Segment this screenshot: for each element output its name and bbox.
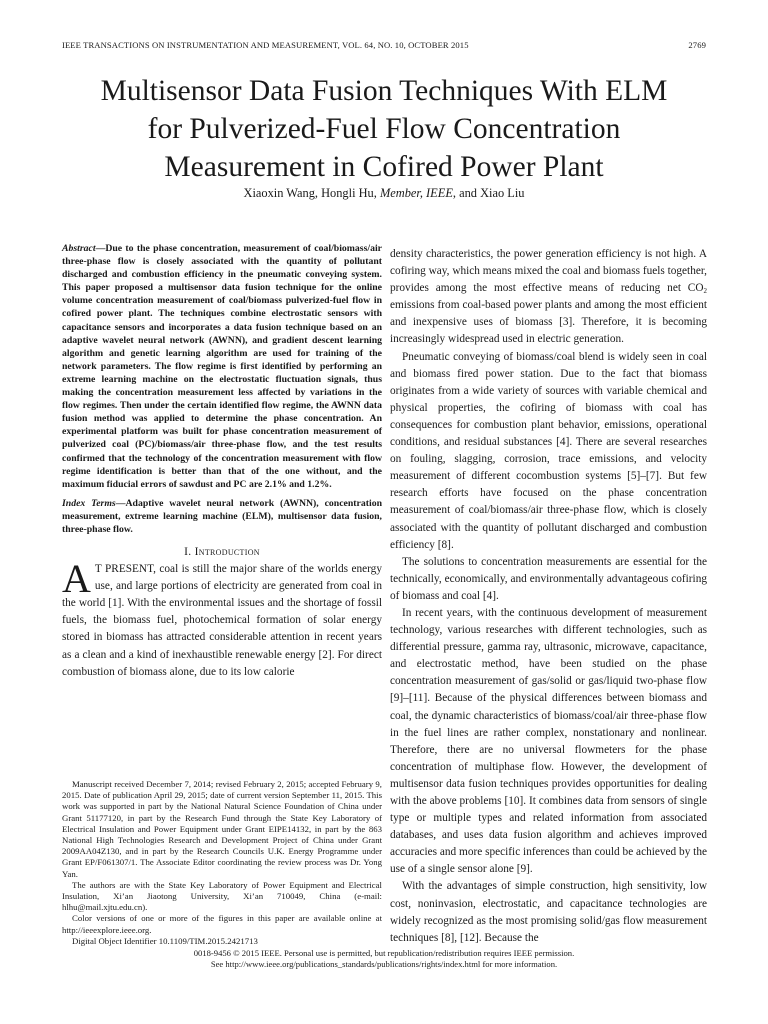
paragraph-text: emissions from coal-based power plants and among the most efficient and inexpensive uses of biomass [3]. Therefore, it is becoming increasingly widespread used in electric generation. xyxy=(390,299,707,346)
author-names: Xiaoxin Wang, Hongli Hu, xyxy=(243,186,380,200)
abstract-text: Due to the phase concentration, measurement of coal/biomass/air three-phase flow is closely associated with the quantity of pollutant discharged and combustion efficiency in the pneumatic conveying system. This paper proposed a multisensor data fusion technique for the online volume concentration measurement of coal/biomass pulverized-fuel flow in cofired power plant. The techniques combine electrostatic sensors with capacitance sensors and incorporates a data fusion technique based on an adaptive wavelet neural network (AWNN), and gradient descent learning algorithm and genetic learning algorithm are used for training of the network parameters. The flow regime is first identified by performing an extreme learning machine on the electrostatic fluctuation signals, thus making the concentration measurement less affected by variations in the flow regimes. Then under the certain identified flow regime, the AWNN data fusion method was applied to determine the phase concentration. An experimental platform was built for phase concentration measurement of pulverized coal (PC)/biomass/air three-phase flow, and the test results confirmed that the technology of the concentration measurement with flow regime identification is better than that of the one without, and the maximum fiducial errors of sawdust and PC are 2.1% and 1.2%. xyxy=(62,243,382,490)
footnote: Color versions of one or more of the figures in this paper are available online at http://ieeexplore.ieee.org. xyxy=(62,913,382,935)
paragraph xyxy=(62,556,382,681)
author-membership: Member, IEEE xyxy=(379,186,453,200)
paragraph: The solutions to concentration measurements are essential for the technically, economically, and environmentally advantageous cofiring of biomass and coal [4]. xyxy=(390,555,707,602)
right-column xyxy=(390,246,707,947)
footnote: Manuscript received December 7, 2014; revised February 2, 2015; accepted February 9, 2015. Date of publication April 29, 2015; date of current version September 11, 2015. This work was supported in part by the National Natural Science Foundation of China under Grant 51177120, in part by the Research Fund through the State Key Laboratory of Electrical Insulation and Power Equipment under Grant EIPE14132, in part by the 863 National High Technologies Research and Development Project of China under Grant 2009AA04Z130, and in part by the Research Councils U.K. Energy Programme under Grant EP/F061307/1. The Associate Editor coordinating the review process was Dr. Yong Yan. xyxy=(62,779,382,879)
left-column xyxy=(62,242,382,681)
section-title: Introduction xyxy=(194,546,260,559)
paragraph-text: density characteristics, the power generation efficiency is not high. A cofiring way, which means mixed the coal and biomass fuels together, provides among the most effective means of reducing net CO xyxy=(390,248,707,295)
author-list xyxy=(40,186,728,201)
copyright-line: See http://www.ieee.org/publications_standards/publications/rights/index.html for more information. xyxy=(210,959,558,970)
drop-cap: A xyxy=(62,556,91,602)
index-terms xyxy=(62,497,382,536)
index-terms-dash: — xyxy=(115,497,126,509)
abstract-dash: — xyxy=(95,243,106,254)
page-number: 2769 xyxy=(688,40,706,50)
footnote: Digital Object Identifier 10.1109/TIM.2015.2421713 xyxy=(72,935,258,946)
paragraph-text: , coal is still the major share of the worlds energy use, and large portions of electricity are generated from coal in the world [1]. With the environmental issues and the shortage of fossil fuels, the biomass fuel, photochemical formation of solar energy stored in biomass has attracted considerable attention in recent years as a clean and a kind of inexhaustible renewable energy [2]. For direct combustion of biomass alone, due to its low calorie xyxy=(62,563,382,678)
paragraph: Pneumatic conveying of biomass/coal blend is widely seen in coal and biomass fired power station. Due to the fact that biomass originates from a wide variety of sources with variable chemical and physical properties, the cofiring of biomass with coal has consequences for combustion plant behavior, emissions, operational conditions, and residual substances [4]. There are several researches on fouling, slagging, corrosion, trace emissions, and velocity measurement of different cocombustion systems [5]–[7]. But few research efforts have focused on the phase concentration measurement of coal/biomass/air three-phase flow, which is closely associated with the quantity of pollutant discharged and combustion efficiency [8]. xyxy=(390,350,707,551)
index-terms-label: Index Terms xyxy=(62,497,116,509)
paragraph: With the advantages of simple construction, high sensitivity, low cost, noninvasion, electrostatic, and capacitance technologies are widely recognized as the most promising solid/gas flow measurement techniques [8], [12]. Because the xyxy=(390,880,707,944)
paper-title xyxy=(40,72,728,186)
journal-name: IEEE TRANSACTIONS ON INSTRUMENTATION AND MEASUREMENT, VOL. 64, NO. 10, OCTOBER 2015 xyxy=(62,40,469,50)
paragraph: In recent years, with the continuous development of measurement technology, various researches with different technologies, such as differential pressure, gamma ray, ultrasonic, microwave, capacitance, and electrostatic method, have been studied on the phase concentration measurement of gas/solid or gas/liquid two-phase flow [9]–[11]. Because of the physical differences between biomass and coal, the dynamic characteristics of biomass/coal/air three-phase flow in the fuel lines are rather complex, nonstationary and nonlinear. Therefore, there are no universal flowmeters for the phase concentration of multiphase flow. However, the development of multisensor data fusion techniques provides opportunities for dealing with the above problems [10]. It combines data from sensors of single type or multiple types and related information from associated databases, and uses data fusion algorithm and achieves improved accuracies and more specific inferences than could be achieved by the use of a single sensor alone [9]. xyxy=(390,606,707,876)
index-terms-text: Adaptive wavelet neural network (AWNN), concentration measurement, extreme learning machine (ELM), multisensor data fusion, three-phase flow. xyxy=(62,497,383,535)
subscript: 2 xyxy=(703,287,707,296)
abstract xyxy=(62,242,382,491)
introduction-text xyxy=(62,556,382,681)
title-line: for Pulverized-Fuel Flow Concentration xyxy=(147,113,621,145)
footnote: The authors are with the State Key Laboratory of Power Equipment and Electrical Insulation, Xi’an Jiaotong University, Xi’an 710049, China (e-mail: hlhu@mail.xjtu.edu.cn). xyxy=(62,879,382,913)
title-line: Multisensor Data Fusion Techniques With ELM xyxy=(100,75,668,107)
author-names-tail: , and Xiao Liu xyxy=(452,186,525,200)
running-header xyxy=(62,40,706,52)
abstract-label: Abstract xyxy=(62,243,96,254)
paragraph xyxy=(390,246,707,349)
section-number: I. xyxy=(184,546,192,559)
title-line: Measurement in Cofired Power Plant xyxy=(164,151,604,183)
footnotes xyxy=(62,779,382,947)
copyright-notice xyxy=(40,948,728,970)
section-heading xyxy=(62,546,382,558)
lead-in: T PRESENT xyxy=(94,563,154,576)
copyright-line: 0018-9456 © 2015 IEEE. Personal use is permitted, but republication/redistribution requires IEEE permission. xyxy=(193,948,575,958)
